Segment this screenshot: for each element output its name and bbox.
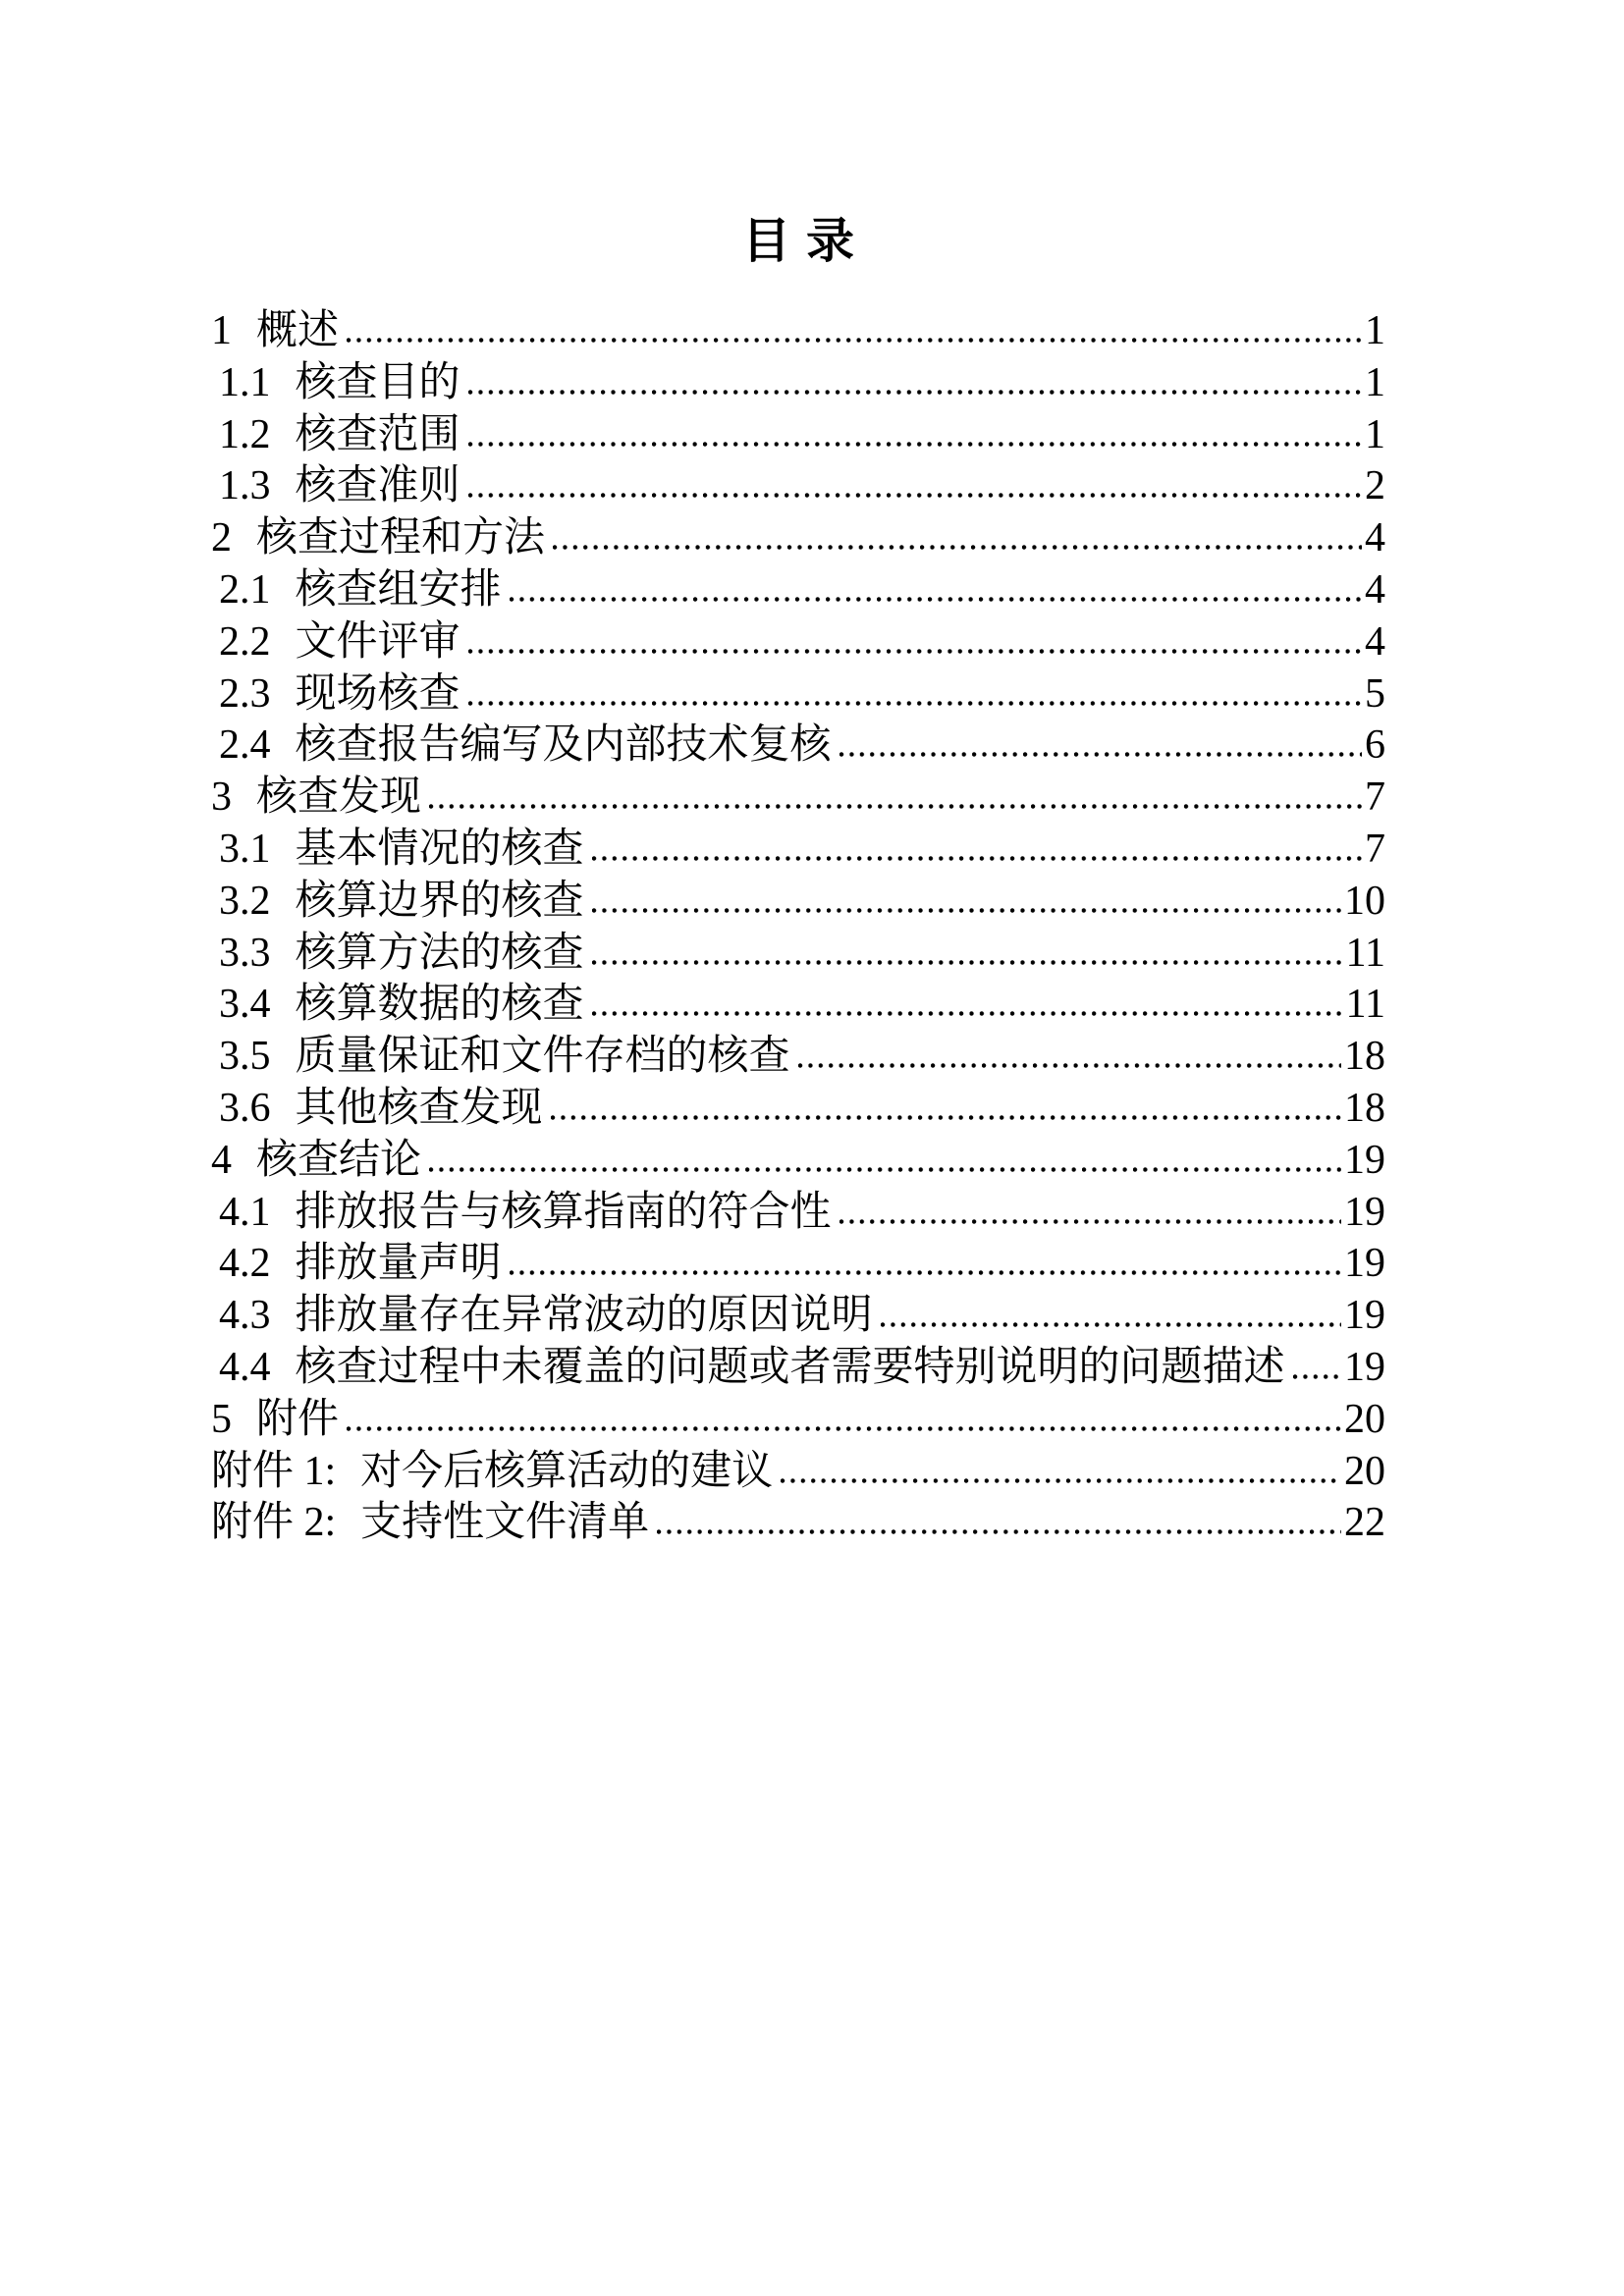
toc-entry-page: 20 [1344, 1448, 1385, 1494]
toc-entry-title: 对今后核算活动的建议 [360, 1448, 774, 1494]
toc-dot-leader [592, 855, 1362, 862]
toc-entry-number: 1.3 [219, 463, 271, 509]
toc-entry-title: 核算数据的核查 [295, 982, 584, 1028]
toc-entry-title: 核算方法的核查 [295, 930, 584, 976]
toc-entry-number: 3.4 [219, 982, 271, 1028]
toc-entry-page: 22 [1344, 1500, 1385, 1546]
toc-entry-page: 5 [1365, 670, 1385, 717]
toc-entry-page: 2 [1365, 463, 1385, 509]
toc-entry-number: 1 [211, 308, 232, 353]
toc-entry[interactable] [211, 409, 1385, 461]
toc-entry-page: 4 [1365, 618, 1385, 665]
toc-entry-number: 3 [211, 774, 232, 821]
toc-dot-leader [468, 700, 1362, 707]
toc-entry-page: 20 [1344, 1396, 1385, 1442]
toc-entry-page: 19 [1344, 1189, 1385, 1235]
toc-entry-title: 基本情况的核查 [295, 826, 584, 872]
toc-dot-leader [592, 959, 1343, 966]
toc-entry-title: 核查报告编写及内部技术复核 [295, 722, 832, 769]
toc-entry[interactable] [211, 305, 1385, 357]
toc-entry-number: 1.1 [219, 359, 271, 405]
toc-entry[interactable] [211, 616, 1385, 668]
toc-dot-leader [881, 1321, 1341, 1328]
toc-entry[interactable] [211, 876, 1385, 928]
toc-entry[interactable] [211, 979, 1385, 1031]
toc-entry[interactable] [211, 357, 1385, 409]
toc-entry-number: 4.3 [219, 1293, 271, 1339]
toc-dot-leader [429, 1166, 1341, 1173]
toc-dot-leader [551, 1114, 1341, 1121]
toc-entry-page: 19 [1344, 1137, 1385, 1183]
toc-entry-number: 3.6 [219, 1085, 271, 1131]
toc-entry[interactable] [211, 460, 1385, 512]
toc-entry[interactable] [211, 564, 1385, 616]
toc-entry-title: 排放量声明 [295, 1241, 502, 1287]
toc-entry-title: 概述 [256, 308, 340, 353]
toc-entry-page: 19 [1344, 1344, 1385, 1390]
toc-entry[interactable] [211, 512, 1385, 564]
toc-entry-page: 19 [1344, 1241, 1385, 1287]
toc-dot-leader [839, 1218, 1341, 1225]
toc-entry-number: 2 [211, 515, 232, 561]
toc-entry-title: 核算边界的核查 [295, 878, 584, 924]
toc-dot-leader [468, 492, 1362, 499]
toc-entry-number: 4.1 [219, 1189, 271, 1235]
toc-entry[interactable] [211, 1083, 1385, 1135]
toc-entry[interactable] [211, 720, 1385, 772]
toc-dot-leader [510, 596, 1362, 603]
toc-entry-title: 附件 [256, 1396, 340, 1442]
toc-dot-leader [592, 1010, 1343, 1017]
toc-entry-number: 3.2 [219, 878, 271, 924]
toc-entry-title: 核查准则 [295, 463, 460, 509]
toc-entry-number: 附件 1: [211, 1448, 337, 1494]
toc-entry-title: 排放报告与核算指南的符合性 [295, 1189, 832, 1235]
toc-entry-page: 4 [1365, 515, 1385, 561]
toc-dot-leader [347, 337, 1362, 344]
toc-entry-page: 1 [1365, 359, 1385, 405]
toc-entry-number: 3.1 [219, 826, 271, 872]
toc-entry-title: 核查过程和方法 [256, 515, 546, 561]
toc-entry-page: 7 [1365, 826, 1385, 872]
toc-entry-number: 2.3 [219, 670, 271, 717]
toc-entry-number: 4 [211, 1137, 232, 1183]
toc-entry[interactable] [211, 1342, 1385, 1394]
toc-dot-leader [468, 648, 1362, 655]
toc-entry[interactable] [211, 1031, 1385, 1083]
toc-heading: 目录 [741, 214, 870, 268]
toc-dot-leader [781, 1477, 1341, 1484]
toc-entry-title: 其他核查发现 [295, 1085, 543, 1131]
toc-entry-page: 19 [1344, 1293, 1385, 1339]
toc-dot-leader [553, 544, 1362, 551]
toc-entry[interactable] [211, 1394, 1385, 1446]
toc-entry-title: 核查范围 [295, 411, 460, 457]
toc-entry-number: 5 [211, 1396, 232, 1442]
toc-entry-page: 1 [1365, 411, 1385, 457]
toc-entry-page: 10 [1344, 878, 1385, 924]
toc-entry[interactable] [211, 1446, 1385, 1498]
toc-dot-leader [429, 803, 1362, 810]
toc-entry-title: 核查过程中未覆盖的问题或者需要特别说明的问题描述 [295, 1344, 1285, 1390]
toc-entry-title: 排放量存在异常波动的原因说明 [295, 1293, 873, 1339]
toc-entry-title: 文件评审 [295, 618, 460, 665]
toc-entry[interactable] [211, 1290, 1385, 1342]
toc-entry-title: 支持性文件清单 [360, 1500, 650, 1546]
toc-dot-leader [347, 1425, 1341, 1432]
toc-entry-number: 3.5 [219, 1034, 271, 1080]
toc-dot-leader [657, 1528, 1341, 1535]
toc-entry-number: 附件 2: [211, 1500, 337, 1546]
toc-entry-page: 18 [1344, 1085, 1385, 1131]
toc-entry-title: 现场核查 [295, 670, 460, 717]
toc-entry[interactable] [211, 1497, 1385, 1549]
toc-entry-number: 2.4 [219, 722, 271, 769]
toc-entry-number: 2.2 [219, 618, 271, 665]
toc-entry-page: 1 [1365, 308, 1385, 353]
toc-entry-number: 3.3 [219, 930, 271, 976]
toc-entry-page: 7 [1365, 774, 1385, 821]
toc-entry-page: 11 [1345, 982, 1385, 1028]
toc-entry[interactable] [211, 1187, 1385, 1239]
toc-entry[interactable] [211, 1238, 1385, 1290]
toc-entry[interactable] [211, 1135, 1385, 1187]
toc-entry-page: 4 [1365, 566, 1385, 613]
toc-entry-page: 11 [1345, 930, 1385, 976]
toc-entry-number: 4.4 [219, 1344, 271, 1390]
toc-entry[interactable] [211, 772, 1385, 824]
toc-entry-page: 18 [1344, 1034, 1385, 1080]
toc-entry[interactable] [211, 668, 1385, 721]
toc-entry-page: 6 [1365, 722, 1385, 769]
toc-entry-title: 质量保证和文件存档的核查 [295, 1034, 790, 1080]
toc-entry-number: 4.2 [219, 1241, 271, 1287]
toc-entry-title: 核查目的 [295, 359, 460, 405]
toc-dot-leader [468, 389, 1362, 396]
toc-dot-leader [468, 441, 1362, 448]
toc-entry-number: 1.2 [219, 411, 271, 457]
toc-entry-title: 核查组安排 [295, 566, 502, 613]
table-of-contents [211, 305, 1385, 1549]
toc-entry[interactable] [211, 824, 1385, 876]
toc-entry-number: 2.1 [219, 566, 271, 613]
toc-entry[interactable] [211, 928, 1385, 980]
toc-entry-title: 核查发现 [256, 774, 422, 821]
toc-dot-leader [839, 751, 1362, 758]
toc-dot-leader [510, 1269, 1341, 1276]
toc-dot-leader [1293, 1373, 1341, 1380]
toc-dot-leader [592, 907, 1341, 914]
toc-dot-leader [798, 1062, 1341, 1069]
toc-entry-title: 核查结论 [256, 1137, 422, 1183]
